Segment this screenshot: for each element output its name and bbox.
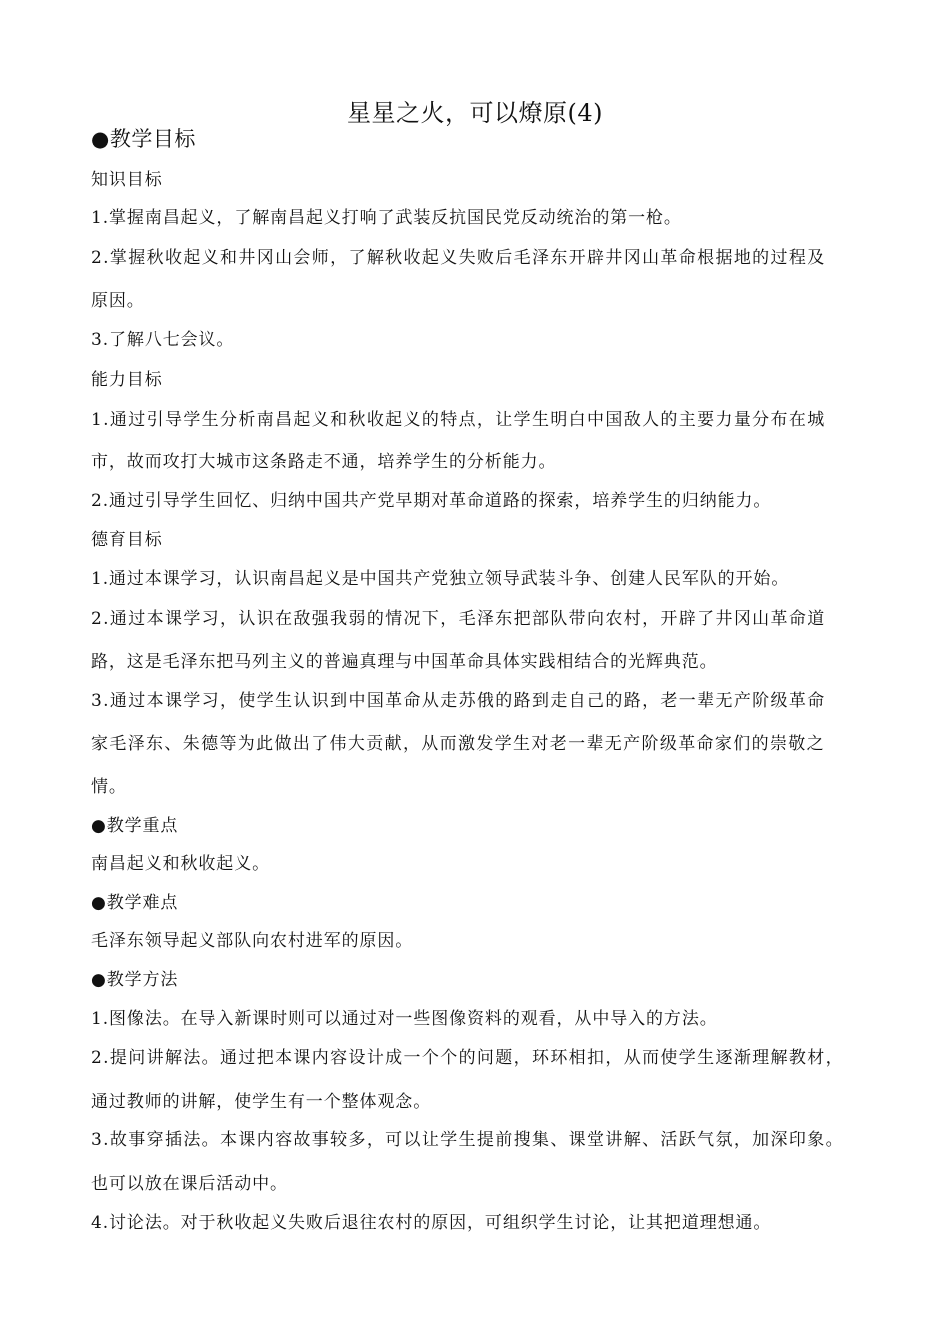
knowledge-heading: 知识目标 [91,170,163,190]
method-item-3: 3.故事穿插法。本课内容故事较多，可以让学生提前搜集、课堂讲解、活跃气氛，加深印象。 [91,1130,844,1150]
moral-item-2: 2.通过本课学习，认识在敌强我弱的情况下，毛泽东把部队带向农村，开辟了井冈山革命道 [91,609,826,629]
ability-item-1: 1.通过引导学生分析南昌起义和秋收起义的特点，让学生明白中国敌人的主要力量分布在城 [91,410,826,430]
method-item-3-cont: 也可以放在课后活动中。 [91,1174,288,1194]
method-item-4: 4.讨论法。对于秋收起义失败后退往农村的原因，可组织学生讨论，让其把道理想通。 [91,1213,772,1233]
method-item-2: 2.提问讲解法。通过把本课内容设计成一个个的问题，环环相扣，从而使学生逐渐理解教材， [91,1048,844,1068]
ability-item-2: 2.通过引导学生回忆、归纳中国共产党早期对革命道路的探索，培养学生的归纳能力。 [91,491,772,511]
method-item-2-cont: 通过教师的讲解，使学生有一个整体观念。 [91,1092,432,1112]
method-item-1: 1.图像法。在导入新课时则可以通过对一些图像资料的观看，从中导入的方法。 [91,1009,718,1029]
key-heading: ●教学重点 [91,816,179,836]
key-text: 南昌起义和秋收起义。 [91,854,270,874]
page-title: 星星之火，可以燎原(4) [347,99,603,127]
difficult-heading: ●教学难点 [91,893,179,913]
knowledge-item-3: 3.了解八七会议。 [91,330,235,350]
ability-heading: 能力目标 [91,370,163,390]
moral-item-2-cont: 路，这是毛泽东把马列主义的普遍真理与中国革命具体实践相结合的光辉典范。 [91,652,718,672]
knowledge-item-2: 2.掌握秋收起义和井冈山会师，了解秋收起义失败后毛泽东开辟井冈山革命根据地的过程及 [91,248,826,268]
difficult-text: 毛泽东领导起义部队向农村进军的原因。 [91,931,414,951]
moral-item-1: 1.通过本课学习，认识南昌起义是中国共产党独立领导武装斗争、创建人民军队的开始。 [91,569,790,589]
moral-item-3-cont: 家毛泽东、朱德等为此做出了伟大贡献，从而激发学生对老一辈无产阶级革命家们的崇敬之 [91,734,825,754]
ability-item-1-cont: 市，故而攻打大城市这条路走不通，培养学生的分析能力。 [91,452,557,472]
objectives-heading: ●教学目标 [91,127,196,151]
knowledge-item-2-cont: 原因。 [91,291,145,311]
moral-heading: 德育目标 [91,530,163,550]
knowledge-item-1: 1.掌握南昌起义，了解南昌起义打响了武装反抗国民党反动统治的第一枪。 [91,208,682,228]
moral-item-3: 3.通过本课学习，使学生认识到中国革命从走苏俄的路到走自己的路，老一辈无产阶级革命 [91,691,826,711]
methods-heading: ●教学方法 [91,970,179,990]
moral-item-3-end: 情。 [91,777,127,797]
